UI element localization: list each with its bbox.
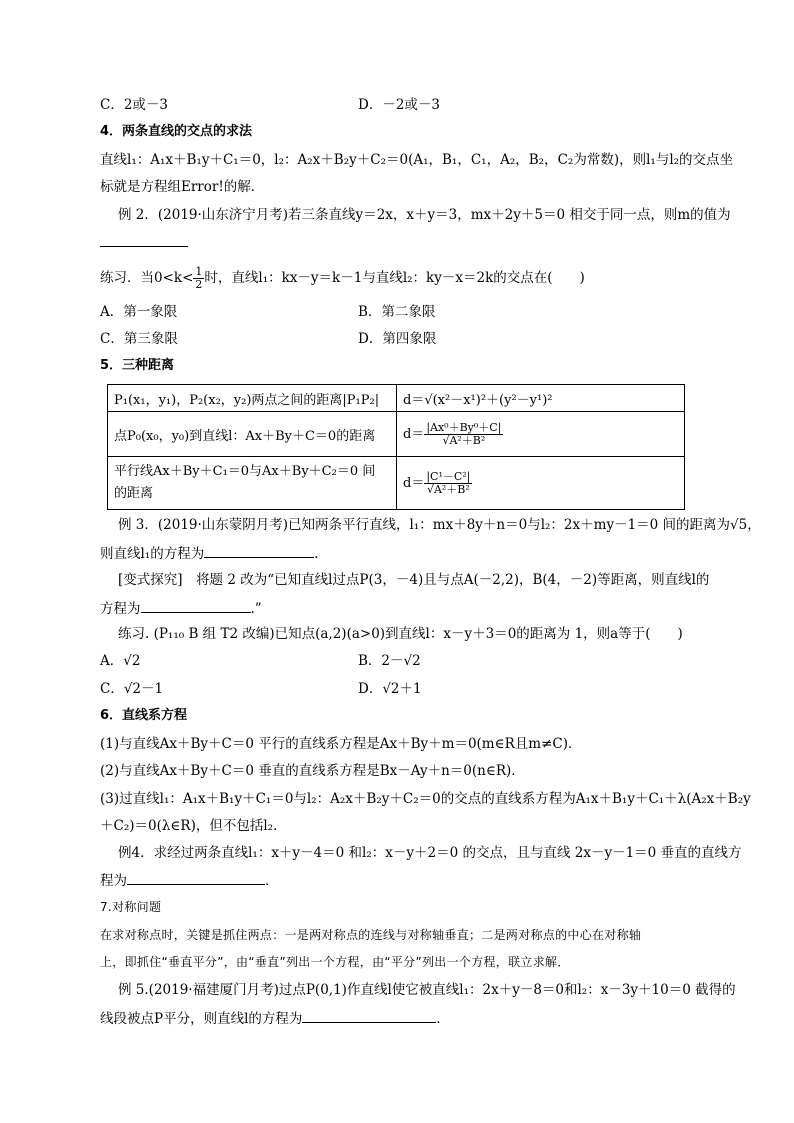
practice1-text-b: 时，直线l₁：kx－y＝k－1与直线l₂：ky－x＝2k的交点在( ) bbox=[204, 270, 585, 286]
section4-text-2: 标就是方程组Error!的解． bbox=[100, 179, 265, 195]
practice1-option-a: A．第一象限 bbox=[100, 304, 178, 320]
section6-heading: 6．直线系方程 bbox=[100, 708, 188, 723]
table-cell: 平行线Ax＋By＋C₁＝0与Ax＋By＋C₂＝0 间 的距离 bbox=[108, 457, 397, 510]
section6-item2: (2)与直线Ax＋By＋C＝0 垂直的直线系方程是Bx－Ay＋n＝0(n∈R)． bbox=[100, 763, 525, 779]
example3-line2: 则直线l₁的方程为 ． bbox=[100, 543, 328, 564]
table-row bbox=[108, 412, 685, 457]
example4-line2: 程为 ． bbox=[100, 870, 279, 891]
example5-line2: 线段被点P平分，则直线l的方程为 ． bbox=[100, 1008, 450, 1029]
example5-text: 例 5.(2019·福建厦门月考)过点P(0,1)作直线l使它被直线l₁：2x＋y－8＝0和l₂：x－3y＋10＝0 截得的 bbox=[118, 982, 736, 998]
table-row bbox=[108, 385, 685, 412]
practice2-option-a: A．√2 bbox=[100, 653, 141, 669]
table-cell: d＝√(x²－x¹)²＋(y²－y¹)² bbox=[397, 385, 685, 412]
table-cell: d＝ $\frac{\text{|C¹－C²|}}{\text{√A²＋B²}}$ bbox=[397, 457, 685, 510]
practice2-text: 练习. (P₁₁₀ B 组 T2 改编)已知点(a,2)(a>0)到直线l：x－y＋3＝0的距离为 1，则a等于( ) bbox=[118, 626, 683, 642]
section4-text-1: 直线l₁：A₁x＋B₁y＋C₁＝0，l₂：A₂x＋B₂y＋C₂＝0(A₁，B₁，C₁，A₂，B₂，C₂为常数)，则l₁与l₂的交点坐 bbox=[100, 152, 734, 168]
section6-item3-a: (3)过直线l₁：A₁x＋B₁y＋C₁＝0与l₂：A₂x＋B₂y＋C₂＝0的交点的直线系方程为A₁x＋B₁y＋C₁＋λ(A₂x＋B₂y bbox=[100, 791, 751, 807]
variant-line2: 方程为 .” bbox=[100, 598, 262, 619]
table-row bbox=[108, 457, 685, 510]
section7-paragraph-b: 上，即抓住“垂直平分”，由“垂直”列出一个方程，由“平分”列出一个方程，联立求解． bbox=[100, 955, 570, 969]
practice2-option-d: D．√2＋1 bbox=[358, 681, 422, 697]
example2-text: 例 2．(2019·山东济宁月考)若三条直线y＝2x，x＋y＝3，mx＋2y＋5＝0 相交于同一点，则m的值为 bbox=[118, 207, 731, 223]
section7-paragraph-a: 在求对称点时，关键是抓住两点：一是两对称点的连线与对称轴垂直；二是两对称点的中心在对称轴 bbox=[100, 928, 642, 942]
section6-item3-b: ＋C₂)＝0(λ∈R)，但不包括l₂． bbox=[100, 818, 287, 834]
section6-item1: (1)与直线Ax＋By＋C＝0 平行的直线系方程是Ax＋By＋m＝0(m∈R且m≠C)． bbox=[100, 736, 582, 752]
example4-text: 例4．求经过两条直线l₁：x＋y－4＝0 和l₂：x－y＋2＝0 的交点，且与直线 2x－y－1＝0 垂直的直线方 bbox=[118, 845, 742, 861]
practice1-text-a: 练习．当0<k< bbox=[100, 270, 194, 286]
option-c-top: C．2或－3 bbox=[100, 97, 169, 113]
section4-heading: 4．两条直线的交点的求法 bbox=[100, 124, 253, 139]
section7-heading: 7.对称问题 bbox=[100, 900, 162, 914]
one-half-fraction: $\frac{1}{2}$ bbox=[195, 265, 203, 291]
practice1-option-b: B．第二象限 bbox=[358, 304, 436, 320]
example3-text: 例 3．(2019·山东蒙阴月考)已知两条平行直线，l₁：mx＋8y＋n＝0与l₂：2x＋my－1＝0 间的距离为√5， bbox=[118, 517, 761, 533]
practice1-option-c: C．第三象限 bbox=[100, 331, 178, 347]
option-d-top: D．－2或－3 bbox=[358, 97, 441, 113]
practice2-option-b: B．2－√2 bbox=[358, 653, 421, 669]
table-cell: 点P₀(x₀，y₀)到直线l：Ax＋By＋C＝0的距离 bbox=[108, 412, 397, 457]
variant-text: [变式探究] 将题 2 改为“已知直线l过点P(3，－4)且与点A(－2,2)，B(4，－2)等距离，则直线l的 bbox=[118, 572, 710, 588]
practice1-line bbox=[100, 266, 585, 291]
distance-formula-table bbox=[107, 384, 685, 510]
table-cell: d＝ $\frac{\text{|Ax⁰＋By⁰＋C|}}{\text{√A²＋B²}}$ bbox=[397, 412, 685, 457]
section5-heading: 5．三种距离 bbox=[100, 358, 175, 373]
table-cell: P₁(x₁，y₁)，P₂(x₂，y₂)两点之间的距离|P₁P₂| bbox=[108, 385, 397, 412]
example2-answer-blank bbox=[100, 232, 188, 253]
practice2-option-c: C．√2－1 bbox=[100, 681, 164, 697]
practice1-option-d: D．第四象限 bbox=[358, 331, 437, 347]
